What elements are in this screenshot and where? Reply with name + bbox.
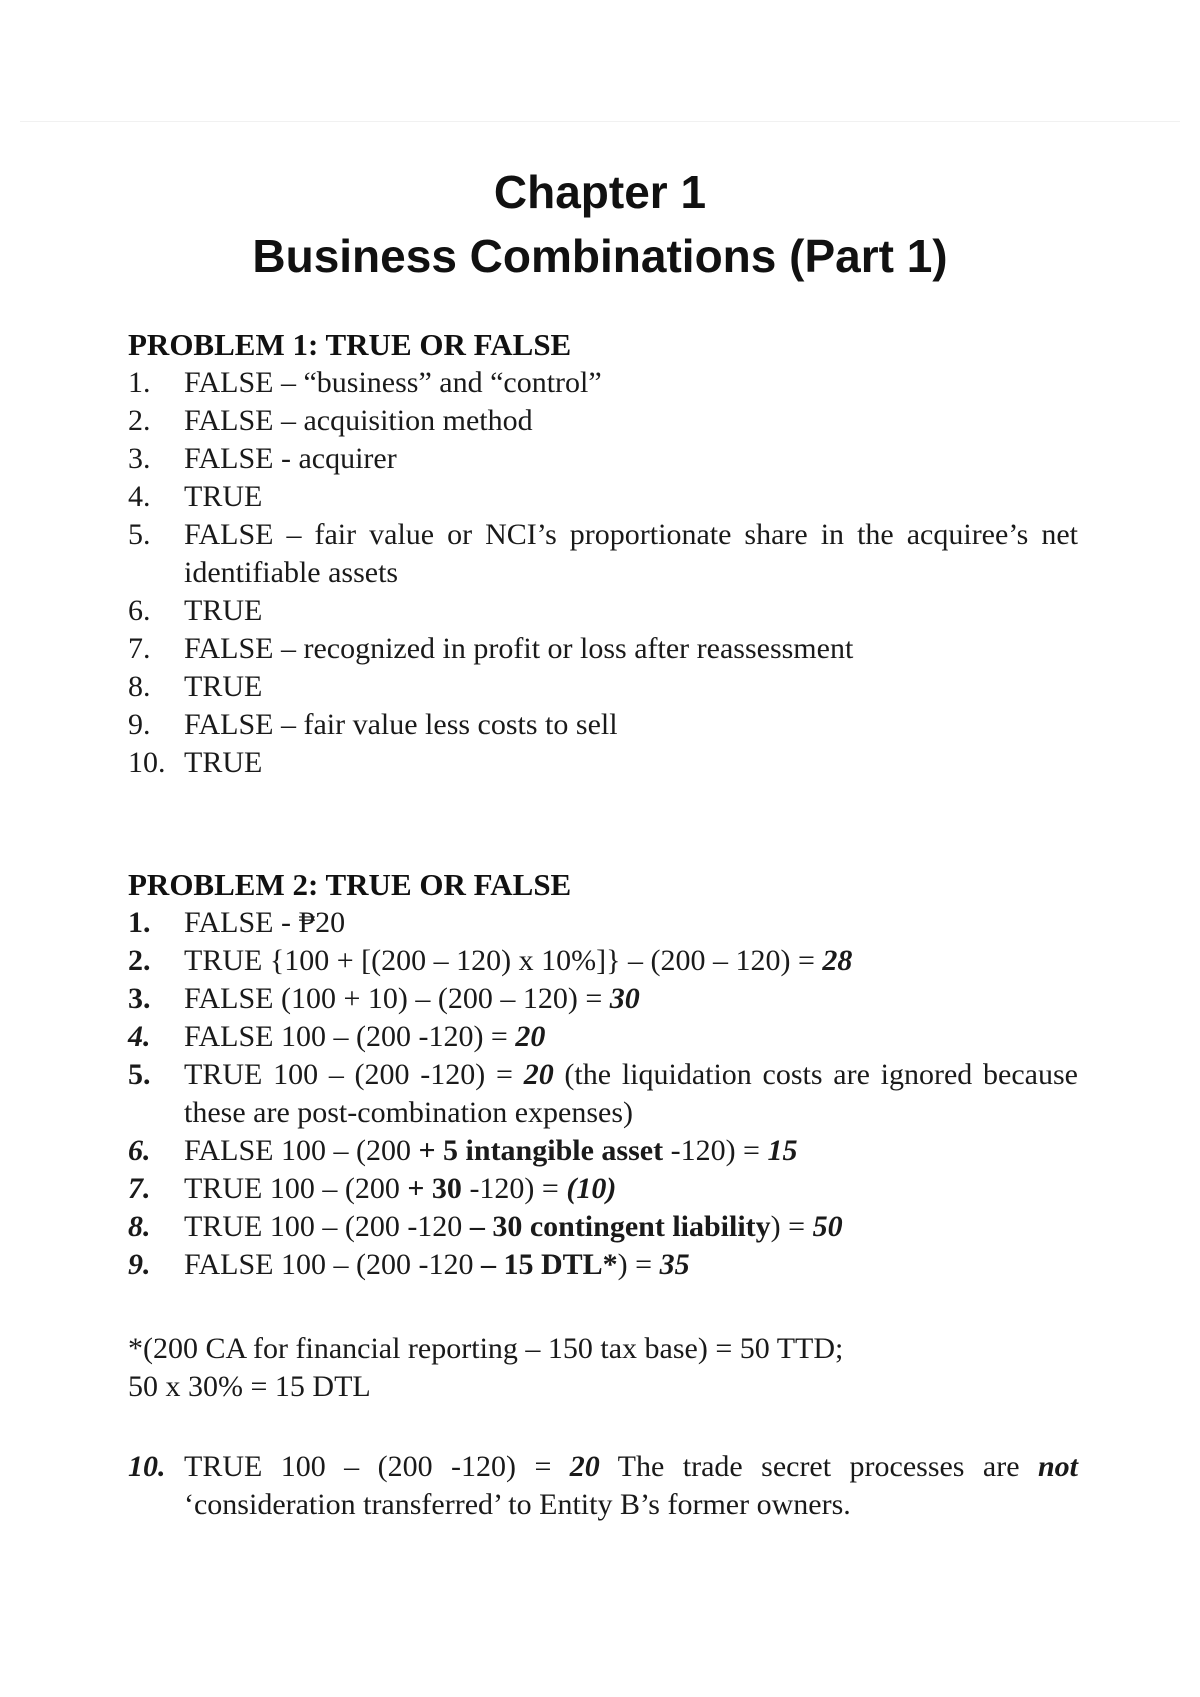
page-top-rule bbox=[20, 121, 1180, 122]
problem-1-section bbox=[128, 326, 1078, 782]
list-item bbox=[128, 1170, 1078, 1208]
item-text: FALSE – fair value or NCI’s proportionate share in the acquiree’s net identifiable assets bbox=[184, 518, 1078, 589]
emphasis-not: not bbox=[1037, 1450, 1078, 1483]
list-item bbox=[128, 1132, 1078, 1170]
list-item bbox=[128, 942, 1078, 980]
list-item bbox=[128, 706, 1078, 744]
item-text: TRUE 100 – (200 -120) = 20 (the liquidation costs are ignored because these are post-combination expenses) bbox=[184, 1058, 1078, 1129]
item-text: FALSE (100 + 10) – (200 – 120) = 30 bbox=[184, 982, 640, 1015]
item-number: 7. bbox=[128, 1172, 151, 1205]
answer-value: 30 bbox=[609, 982, 640, 1015]
chapter-number: Chapter 1 bbox=[493, 166, 707, 218]
item-number: 1. bbox=[128, 906, 151, 939]
answer-value: 15 bbox=[767, 1134, 798, 1167]
footnote-line-1: *(200 CA for financial reporting – 150 tax base) = 50 TTD; bbox=[128, 1332, 844, 1365]
answer-value: 35 bbox=[659, 1248, 690, 1281]
footnote-line-2: 50 x 30% = 15 DTL bbox=[128, 1370, 371, 1403]
answer-value: 50 bbox=[812, 1210, 843, 1243]
answer-value: 20 bbox=[569, 1450, 600, 1483]
item-number: 7. bbox=[128, 632, 151, 665]
item-text: FALSE - acquirer bbox=[184, 442, 397, 475]
list-item bbox=[128, 668, 1078, 706]
list-item bbox=[128, 744, 1078, 782]
item-text: TRUE 100 – (200 + 30 -120) = (10) bbox=[184, 1172, 617, 1205]
list-item bbox=[128, 1018, 1078, 1056]
item-number: 2. bbox=[128, 944, 151, 977]
answer-value: 20 bbox=[515, 1020, 546, 1053]
item-number: 3. bbox=[128, 982, 151, 1015]
item-number: 6. bbox=[128, 1134, 151, 1167]
answer-value: (10) bbox=[566, 1172, 617, 1205]
item-text: FALSE – “business” and “control” bbox=[184, 366, 602, 399]
dtl-footnote bbox=[128, 1330, 1078, 1406]
chapter-title-block bbox=[0, 160, 1200, 288]
item-number: 10. bbox=[128, 746, 166, 779]
item-text: TRUE bbox=[184, 746, 263, 779]
problem-2-section bbox=[128, 866, 1078, 1284]
item-number: 6. bbox=[128, 594, 151, 627]
list-item bbox=[128, 440, 1078, 478]
chapter-title: Business Combinations (Part 1) bbox=[252, 230, 948, 282]
item-number: 5. bbox=[128, 1058, 151, 1091]
item-text: FALSE – acquisition method bbox=[184, 404, 533, 437]
item-text: TRUE 100 – (200 -120) = 20 The trade secret processes are not ‘consideration transferred’ to Entity B’s former owners. bbox=[184, 1450, 1078, 1521]
item-number: 8. bbox=[128, 1210, 151, 1243]
item-text: FALSE 100 – (200 -120) = 20 bbox=[184, 1020, 546, 1053]
list-item bbox=[128, 364, 1078, 402]
item-text: FALSE - ₱20 bbox=[184, 906, 346, 939]
item-number: 10. bbox=[128, 1450, 166, 1483]
item-number: 9. bbox=[128, 1248, 151, 1281]
problem-2-heading: PROBLEM 2: TRUE OR FALSE bbox=[128, 867, 572, 902]
item-text: TRUE bbox=[184, 594, 263, 627]
item-text: FALSE 100 – (200 -120 – 15 DTL*) = 35 bbox=[184, 1248, 690, 1281]
list-item bbox=[128, 1246, 1078, 1284]
item-text: TRUE {100 + [(200 – 120) x 10%]} – (200 – 120) = 28 bbox=[184, 944, 853, 977]
item-text: FALSE – fair value less costs to sell bbox=[184, 708, 618, 741]
item-text: TRUE 100 – (200 -120 – 30 contingent liability) = 50 bbox=[184, 1210, 843, 1243]
item-number: 4. bbox=[128, 1020, 151, 1053]
item-number: 5. bbox=[128, 518, 151, 551]
list-item bbox=[128, 904, 1078, 942]
item-text: TRUE bbox=[184, 670, 263, 703]
item-number: 2. bbox=[128, 404, 151, 437]
answer-value: 20 bbox=[523, 1058, 554, 1091]
answer-value: 28 bbox=[822, 944, 853, 977]
list-item bbox=[128, 980, 1078, 1018]
item-number: 9. bbox=[128, 708, 151, 741]
list-item bbox=[128, 402, 1078, 440]
list-item bbox=[128, 516, 1078, 592]
list-item bbox=[128, 592, 1078, 630]
item-number: 4. bbox=[128, 480, 151, 513]
list-item-10 bbox=[128, 1448, 1078, 1524]
list-item bbox=[128, 1056, 1078, 1132]
list-item bbox=[128, 630, 1078, 668]
list-item bbox=[128, 478, 1078, 516]
item-number: 3. bbox=[128, 442, 151, 475]
list-item bbox=[128, 1208, 1078, 1246]
item-text: FALSE 100 – (200 + 5 intangible asset -120) = 15 bbox=[184, 1134, 798, 1167]
item-text: TRUE bbox=[184, 480, 263, 513]
item-text: FALSE – recognized in profit or loss after reassessment bbox=[184, 632, 854, 665]
problem-1-heading: PROBLEM 1: TRUE OR FALSE bbox=[128, 327, 572, 362]
item-number: 1. bbox=[128, 366, 151, 399]
item-number: 8. bbox=[128, 670, 151, 703]
